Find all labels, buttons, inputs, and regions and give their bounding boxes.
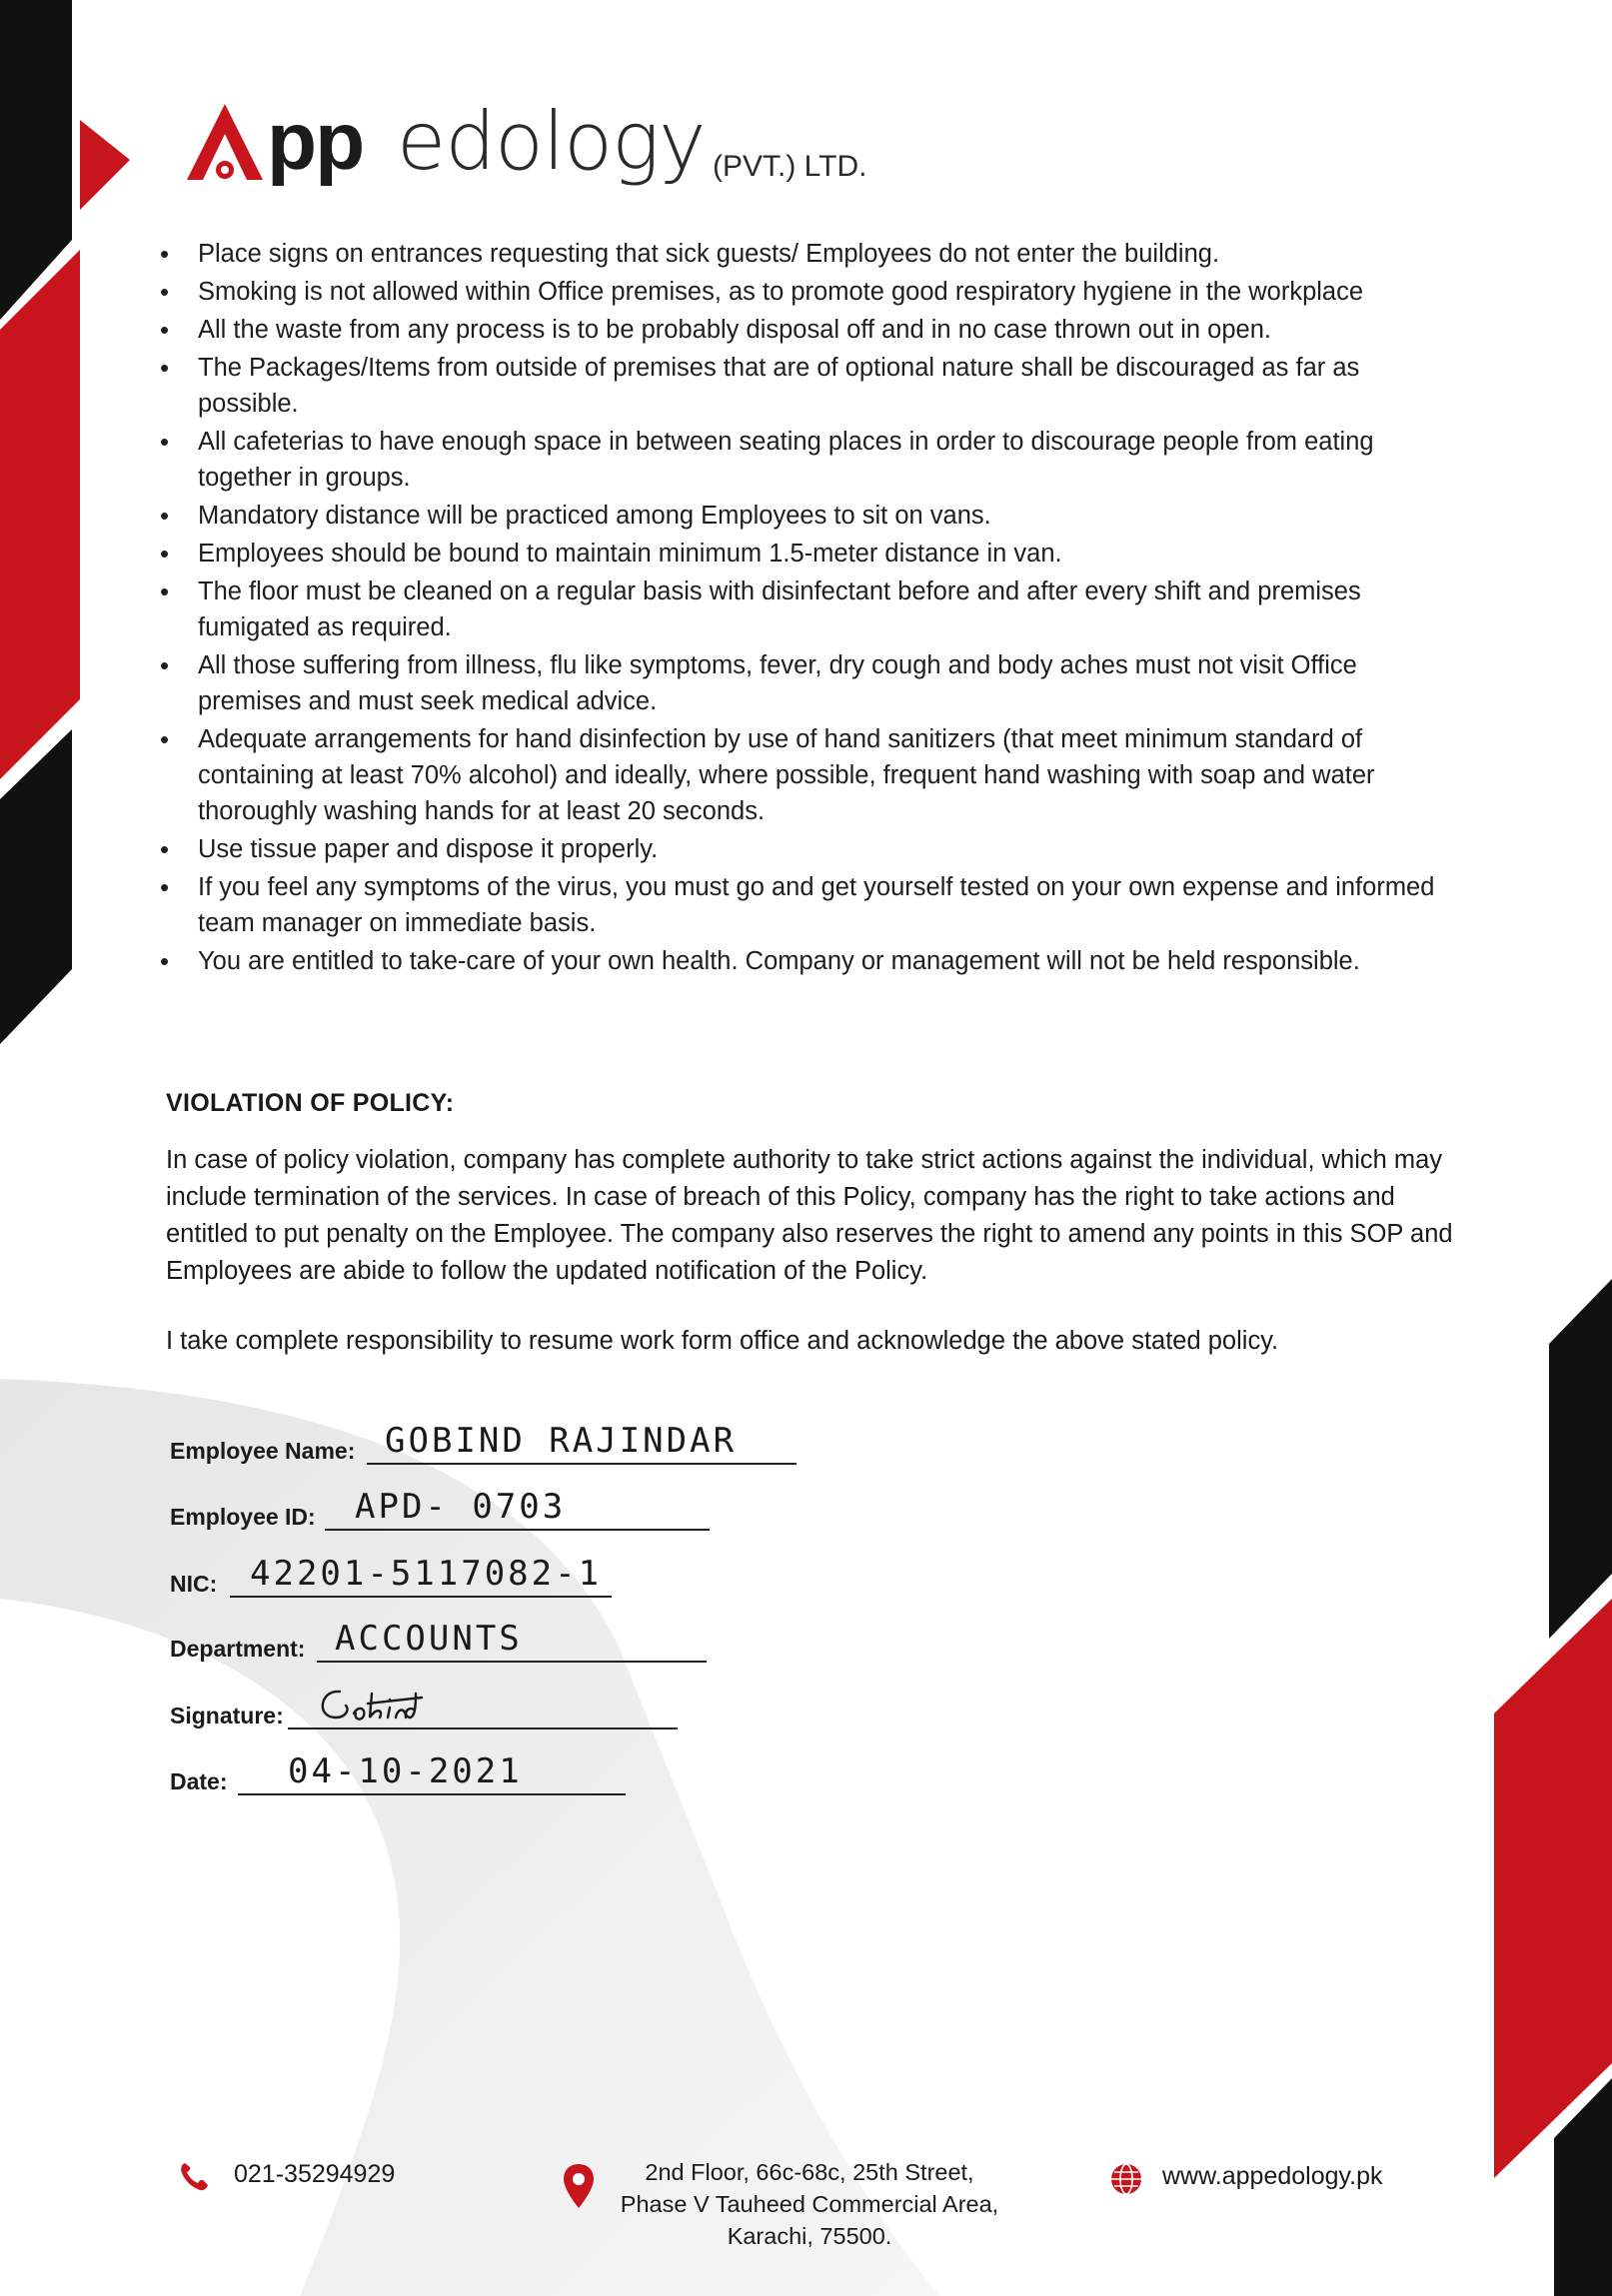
logo-company-suffix: (PVT.) LTD. [713, 150, 867, 183]
policy-bullet: • Employees should be bound to maintain minimum 1.5-meter distance in van. [160, 536, 1459, 572]
employee-id-value: APD- 0703 [355, 1487, 567, 1527]
footer-address-line: Phase V Tauheed Commercial Area, [620, 2191, 999, 2217]
date-value: 04-10-2021 [288, 1751, 523, 1791]
nic-value: 42201-5117082-1 [250, 1554, 603, 1594]
logo-text-light: edology [397, 95, 706, 188]
policy-bullet: • Mandatory distance will be practiced among Employees to sit on vans. [160, 498, 1459, 534]
department-line [317, 1661, 707, 1663]
policy-bullet: • Smoking is not allowed within Office premises, as to promote good respiratory hygiene in the workplace [160, 274, 1459, 310]
nic-field [170, 1554, 869, 1604]
left-red-arrow [80, 120, 130, 210]
policy-bullet: • All those suffering from illness, flu like symptoms, fever, dry cough and body aches must not visit Office premises and must seek medical advice. [160, 647, 1459, 719]
department-field [170, 1619, 869, 1669]
employee-name-value: GOBIND RAJINDAR [385, 1421, 738, 1461]
policy-bullet-list [160, 236, 1459, 981]
left-black-lower [0, 729, 72, 1044]
policy-bullet: • If you feel any symptoms of the virus, you must go and get yourself tested on your own expense and informed team manager on immediate basis. [160, 869, 1459, 941]
employee-id-line [325, 1529, 710, 1531]
footer-phone-number: 021-35294929 [234, 2160, 396, 2188]
policy-bullet: • Adequate arrangements for hand disinfection by use of hand sanitizers (that meet minimum standard of containing at least 70% alcohol) and ideally, where possible, frequent hand washing with soap and water thoroughly washing hands for at least 20 seconds. [160, 721, 1459, 829]
footer-address [600, 2156, 1019, 2252]
date-field [170, 1751, 869, 1801]
employee-name-label: Employee Name: [170, 1438, 356, 1464]
employee-name-field [170, 1421, 869, 1471]
policy-bullet: • Place signs on entrances requesting that sick guests/ Employees do not enter the building. [160, 236, 1459, 272]
phone-icon [178, 2160, 210, 2192]
right-black-band [1549, 1279, 1612, 1639]
violation-paragraph: In case of policy violation, company has complete authority to take strict actions against the individual, which may include termination of the services. In case of breach of this Policy, company has the right to take actions and entitled to put penalty on the Employee. The company also reserves the right to amend any points in this SOP and Employees are abide to follow the updated notification of the Policy. [166, 1146, 1453, 1285]
footer-website[interactable]: www.appedology.pk [1162, 2162, 1383, 2190]
logo-text-bold: pp [267, 96, 364, 187]
location-pin-icon [562, 2162, 596, 2210]
employee-name-line [367, 1463, 797, 1465]
policy-bullet: • You are entitled to take-care of your own health. Company or management will not be held responsible. [160, 943, 1459, 979]
footer [0, 2158, 1612, 2249]
acknowledgement-statement: I take complete responsibility to resume work form office and acknowledge the above stated policy. [166, 1327, 1279, 1355]
policy-bullet: • The Packages/Items from outside of premises that are of optional nature shall be discouraged as far as possible. [160, 350, 1459, 422]
handwritten-signature [310, 1684, 450, 1727]
logo-a-mark-icon [185, 100, 265, 192]
right-red-band [1494, 1599, 1612, 2178]
policy-bullet: • Use tissue paper and dispose it properly. [160, 831, 1459, 867]
policy-bullet: • All the waste from any process is to be probably disposal off and in no case thrown out in open. [160, 312, 1459, 348]
signature-label: Signature: [170, 1703, 284, 1728]
nic-line [230, 1596, 612, 1598]
nic-label: NIC: [170, 1571, 218, 1597]
signature-line [288, 1727, 678, 1729]
policy-bullet: • All cafeterias to have enough space in between seating places in order to discourage people from eating together in groups. [160, 424, 1459, 496]
date-label: Date: [170, 1768, 228, 1794]
left-red-band [0, 250, 80, 779]
date-line [238, 1793, 626, 1795]
signature-field [170, 1696, 869, 1735]
department-value: ACCOUNTS [335, 1619, 523, 1659]
footer-address-line: Karachi, 75500. [727, 2223, 892, 2249]
employee-id-label: Employee ID: [170, 1504, 316, 1530]
globe-icon [1109, 2162, 1143, 2196]
violation-section-title: VIOLATION OF POLICY: [166, 1089, 455, 1117]
employee-id-field [170, 1487, 869, 1537]
footer-address-line: 2nd Floor, 66c-68c, 25th Street, [645, 2159, 974, 2185]
department-label: Department: [170, 1636, 306, 1662]
policy-bullet: • The floor must be cleaned on a regular basis with disinfectant before and after every shift and premises fumigated as required. [160, 574, 1459, 645]
